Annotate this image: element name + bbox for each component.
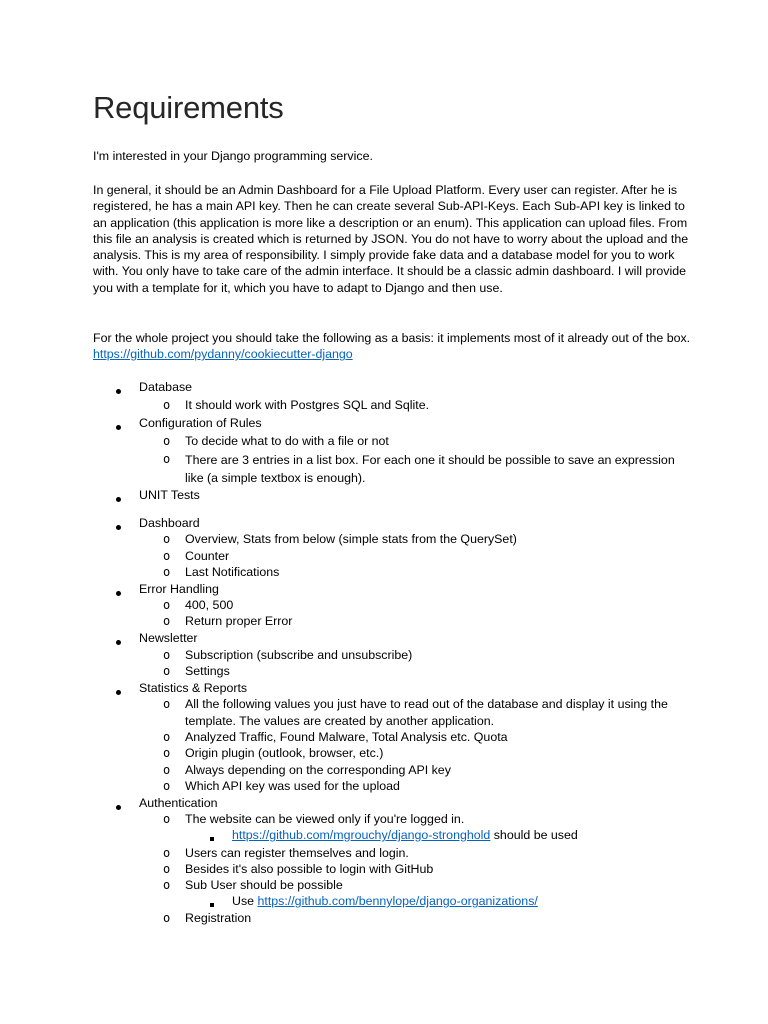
list-item: Database xyxy=(139,380,193,394)
list-item: Registration xyxy=(185,911,252,925)
list-item: Counter xyxy=(185,549,230,563)
list-item: 400, 500 xyxy=(185,598,234,612)
bullet-o-icon: o xyxy=(163,878,171,892)
bullet-icon xyxy=(116,798,121,814)
list-item: Settings xyxy=(185,664,230,678)
list-item: Besides it's also possible to login with GitHub xyxy=(185,862,434,876)
list-item: Sub User should be possible xyxy=(185,878,343,892)
cookiecutter-link[interactable]: https://github.com/pydanny/cookiecutter-django xyxy=(93,347,353,362)
intro-paragraph: I'm interested in your Django programming service. xyxy=(93,149,373,163)
list-item: Return proper Error xyxy=(185,614,293,628)
bullet-o-icon: o xyxy=(163,911,171,925)
bullet-o-icon: o xyxy=(163,398,171,412)
list-item: The website can be viewed only if you're logged in. xyxy=(185,812,465,826)
bullet-o-icon: o xyxy=(163,862,171,876)
list-item: Error Handling xyxy=(139,582,219,596)
list-item: Use https://github.com/bennylope/django-organizations/ xyxy=(232,894,538,908)
bullet-o-icon: o xyxy=(163,532,171,546)
organizations-link[interactable]: https://github.com/bennylope/django-organizations/ xyxy=(257,894,538,908)
list-item: Origin plugin (outlook, browser, etc.) xyxy=(185,746,384,760)
bullet-icon xyxy=(116,683,121,699)
bullet-o-icon: o xyxy=(163,664,171,678)
bullet-icon xyxy=(116,518,121,534)
list-item: Authentication xyxy=(139,796,218,810)
list-item: Newsletter xyxy=(139,631,198,645)
list-item: To decide what to do with a file or not xyxy=(185,434,389,448)
description-paragraph: In general, it should be an Admin Dashboard for a File Upload Platform. Every user can register. After he is registered, he has a main API key. Then he can create several Sub-API-Keys. Each Sub-API key is linked to an application (this application is more like a description or an enum). This application can upload files. From this file an analysis is created which is returned by JSON. You do not have to worry about the upload and the analysis. This is my area of responsibility. I simply provide fake data and a database model for you to work with. You only have to take care of the admin interface. It should be a classic admin dashboard. I will provide you with a template for it, which you have to adapt to Django and then use. xyxy=(93,183,689,295)
list-item: Statistics & Reports xyxy=(139,681,248,695)
list-item: https://github.com/mgrouchy/django-stronghold should be used xyxy=(232,828,578,842)
list-item: Last Notifications xyxy=(185,565,280,579)
list-item: Configuration of Rules xyxy=(139,416,262,430)
bullet-o-icon: o xyxy=(163,763,171,777)
square-bullet-icon xyxy=(210,830,214,846)
bullet-icon xyxy=(116,633,121,649)
list-item: Analyzed Traffic, Found Malware, Total Analysis etc. Quota xyxy=(185,730,508,744)
bullet-icon xyxy=(116,382,121,398)
page-title: Requirements xyxy=(93,90,284,125)
list-item: It should work with Postgres SQL and Sqlite. xyxy=(185,398,430,412)
bullet-o-icon: o xyxy=(163,549,171,563)
bullet-o-icon: o xyxy=(163,779,171,793)
list-item: Subscription (subscribe and unsubscribe) xyxy=(185,648,413,662)
bullet-o-icon: o xyxy=(163,434,171,448)
list-item: Always depending on the corresponding API key xyxy=(185,763,451,777)
bullet-o-icon: o xyxy=(163,565,171,579)
bullet-o-icon: o xyxy=(163,648,171,662)
list-item: Overview, Stats from below (simple stats from the QuerySet) xyxy=(185,532,517,546)
list-item: All the following values you just have to read out of the database and display it using the template. The values are created by another application. xyxy=(185,697,668,728)
bullet-icon xyxy=(116,418,121,434)
bullet-o-icon: o xyxy=(163,452,171,466)
bullet-o-icon: o xyxy=(163,812,171,826)
bullet-o-icon: o xyxy=(163,746,171,760)
list-item: Which API key was used for the upload xyxy=(185,779,400,793)
stronghold-link[interactable]: https://github.com/mgrouchy/django-stronghold xyxy=(232,828,491,842)
bullet-o-icon: o xyxy=(163,697,171,711)
list-item: Users can register themselves and login. xyxy=(185,846,409,860)
bullet-o-icon: o xyxy=(163,598,171,612)
basis-paragraph xyxy=(93,330,693,363)
bullet-o-icon: o xyxy=(163,614,171,628)
bullet-icon xyxy=(116,584,121,600)
basis-text: For the whole project you should take the following as a basis: it implements most of it already out of the box. xyxy=(93,331,691,345)
bullet-o-icon: o xyxy=(163,730,171,744)
list-item: There are 3 entries in a list box. For each one it should be possible to save an expression like (a simple textbox is enough). xyxy=(185,453,675,485)
bullet-o-icon: o xyxy=(163,846,171,860)
bullet-icon xyxy=(116,490,121,506)
list-item: Dashboard xyxy=(139,516,200,530)
list-item: UNIT Tests xyxy=(139,488,200,502)
